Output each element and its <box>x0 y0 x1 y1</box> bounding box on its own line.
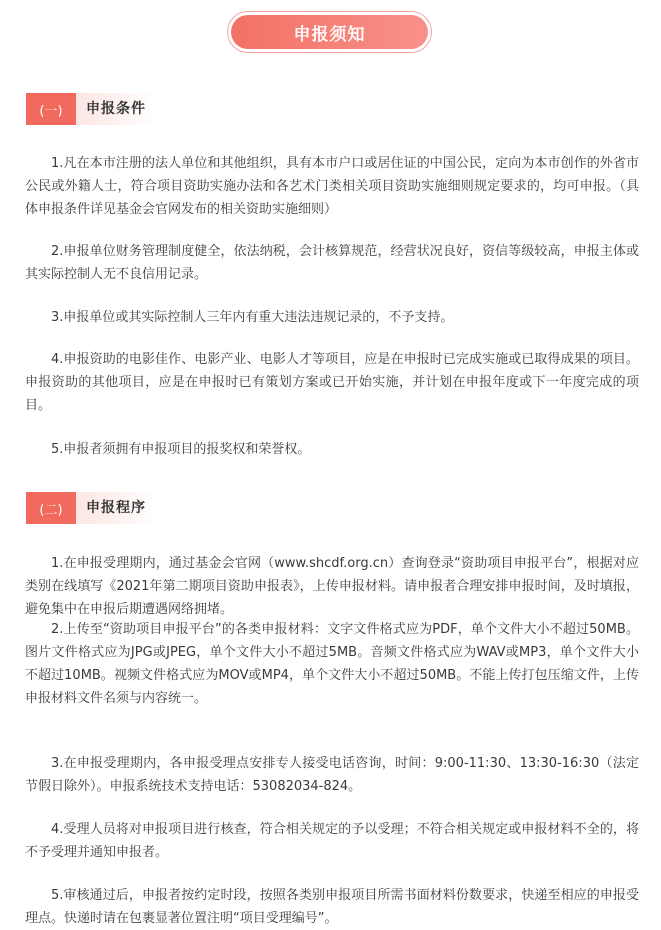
paragraph: 4.受理人员将对申报项目进行核查，符合相关规定的予以受理；不符合相关规定或申报材料不全的，将不予受理并通知申报者。 <box>25 822 639 860</box>
section-number: (一) <box>26 93 76 125</box>
title-banner <box>227 11 432 53</box>
section-header-conditions <box>26 93 156 125</box>
paragraph: 2.上传至“资助项目申报平台”的各类申报材料：文字文件格式应为PDF，单个文件大小不超过50MB。图片文件格式应为JPG或JPEG，单个文件大小不超过5MB。音频文件格式应为WAV或MP3，单个文件大小不超过10MB。视频文件格式应为MOV或MP4，单个文件大小不超过50MB。不能上传打包压缩文件，上传申报材料文件名须与内容统一。 <box>25 622 639 706</box>
page-title: 申报须知 <box>231 15 428 49</box>
paragraph: 1.凡在本市注册的法人单位和其他组织，具有本市户口或居住证的中国公民，定向为本市创作的外省市公民或外籍人士，符合项目资助实施办法和各艺术门类相关项目资助实施细则规定要求的，均可申报。（具体申报条件详见基金会官网发布的相关资助实施细则） <box>25 156 639 217</box>
section-header-procedure <box>26 492 156 524</box>
section-label: 申报条件 <box>86 101 146 117</box>
paragraph: 3.申报单位或其实际控制人三年内有重大违法违规记录的，不予支持。 <box>51 310 454 325</box>
paragraph: 4.申报资助的电影佳作、电影产业、电影人才等项目，应是在申报时已完成实施或已取得成果的项目。申报资助的其他项目，应是在申报时已有策划方案或已开始实施，并计划在申报年度或下一年度完成的项目。 <box>25 352 639 413</box>
section-label: 申报程序 <box>86 500 146 516</box>
section-number: (二) <box>26 492 76 524</box>
paragraph: 5.审核通过后，申报者按约定时段，按照各类别申报项目所需书面材料份数要求，快递至相应的申报受理点。快递时请在包裹显著位置注明“项目受理编号”。 <box>25 888 639 926</box>
paragraph: 3.在申报受理期内，各申报受理点安排专人接受电话咨询，时间：9:00-11:30、13:30-16:30（法定节假日除外）。申报系统技术支持电话：53082034-824。 <box>25 756 639 794</box>
paragraph: 5.申报者须拥有申报项目的报奖权和荣誉权。 <box>51 442 311 457</box>
paragraph: 1.在申报受理期内，通过基金会官网（www.shcdf.org.cn）查询登录“资助项目申报平台”，根据对应类别在线填写《2021年第二期项目资助申报表》，上传申报材料。请申报者合理安排申报时间，及时填报，避免集中在申报后期遭遇网络拥堵。 <box>25 556 639 617</box>
paragraph: 2.申报单位财务管理制度健全，依法纳税，会计核算规范，经营状况良好，资信等级较高，申报主体或其实际控制人无不良信用记录。 <box>25 244 639 282</box>
